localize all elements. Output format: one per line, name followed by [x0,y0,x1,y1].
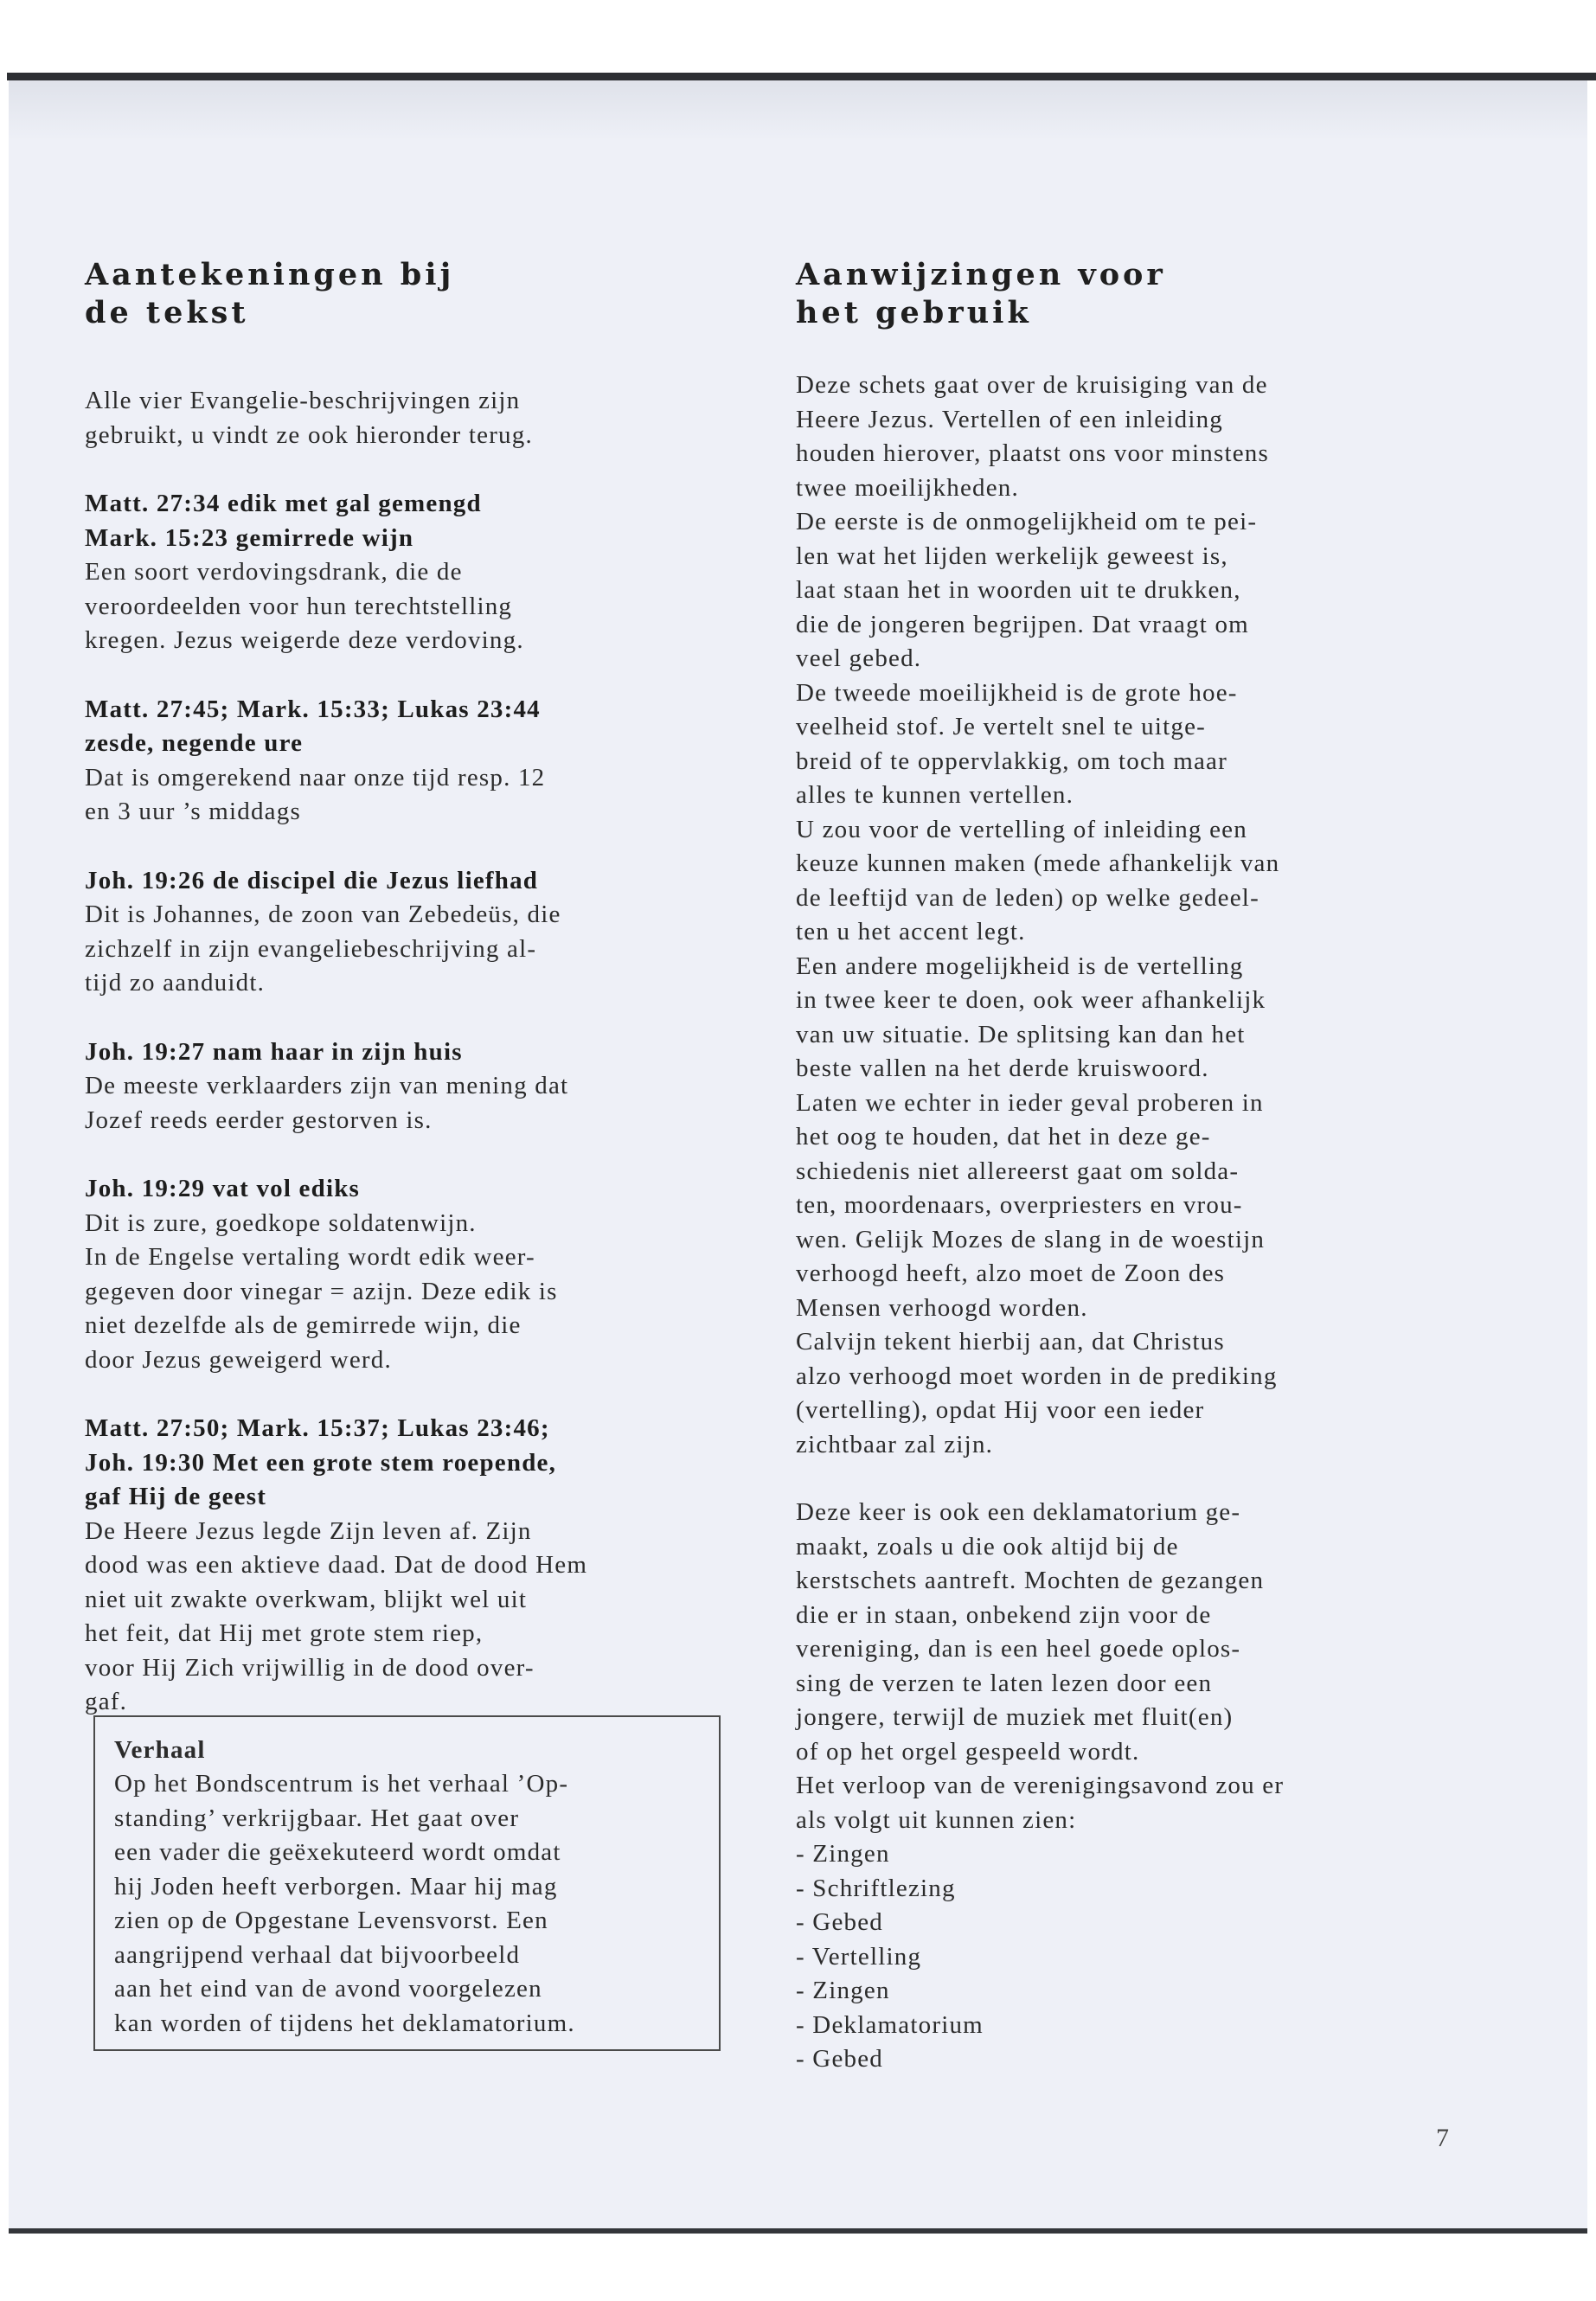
text-line: Het verloop van de verenigingsavond zou er [796,1772,1285,1799]
text-line: alzo verhoogd moet worden in de prediking [796,1362,1278,1390]
text-line: in twee keer te doen, ook weer afhankelijk [796,986,1266,1014]
text-line: breid of te oppervlakkig, om toch maar [796,747,1227,775]
text-line: De tweede moeilijkheid is de grote hoe- [796,678,1238,707]
verhaal-box [93,1715,721,2051]
note-body: Dit is Johannes, de zoon van Zebedeüs, die zichzelf in zijn evangeliebeschrijving al- tijd zo aanduidt. [85,901,561,997]
text-line: die er in staan, onbekend zijn voor de [796,1600,1212,1629]
document-page [9,80,1587,2234]
note-title: Joh. 19:27 nam haar in zijn huis [85,1037,463,1066]
text-line: - Schriftlezing [796,1874,956,1902]
note-joh-19-26 [85,864,742,1001]
right-column [796,256,1453,2077]
note-body: Dit is zure, goedkope soldatenwijn. In de Engelse vertaling wordt edik weer- gegeven door vinegar = azijn. Deze edik is niet dezelfde als de gemirrede wijn, die door Jezus geweigerd werd. [85,1208,558,1374]
text-line: wen. Gelijk Mozes de slang in de woestijn [796,1225,1266,1253]
text-line: keuze kunnen maken (mede afhankelijk van [796,849,1280,877]
text-line: veelheid stof. Je vertelt snel te uitge- [796,713,1206,740]
text-line: de leeftijd van de leden) op welke gedeel- [796,883,1259,912]
note-matt-27-45 [85,693,742,830]
note-body: De meeste verklaarders zijn van mening dat Jozef reeds eerder gestorven is. [85,1072,569,1134]
text-line: ten u het accent legt. [796,918,1026,945]
note-body: Dat is omgerekend naar onze tijd resp. 12 en 3 uur ’s middags [85,763,546,825]
text-line: - Zingen [796,1977,890,2004]
text-line: of op het orgel gespeeld wordt. [796,1737,1140,1766]
text-line: kerstschets aantreft. Mochten de gezangen [796,1567,1265,1594]
text-line: Deze keer is ook een deklamatorium ge- [796,1498,1241,1526]
text-line: - Gebed [796,2045,883,2073]
text-line: U zou voor de vertelling of inleiding een [796,815,1247,843]
right-heading: Aanwijzingen voor het gebruik [796,257,1166,330]
text-line: het oog te houden, dat het in deze ge- [796,1123,1211,1150]
note-title: Joh. 19:26 de discipel die Jezus liefhad [85,866,539,894]
text-line: Laten we echter in ieder geval proberen in [796,1088,1264,1117]
page-shadow [9,80,1587,141]
note-title: Matt. 27:50; Mark. 15:37; Lukas 23:46; Joh. 19:30 Met een grote stem roepende, gaf Hij de geest [85,1414,557,1510]
text-line: alles te kunnen vertellen. [796,781,1074,809]
note-title: Matt. 27:34 edik met gal gemengd Mark. 15:23 gemirrede wijn [85,490,482,552]
text-line: - Gebed [796,1908,883,1936]
text-line: schiedenis niet allereerst gaat om solda- [796,1157,1240,1185]
text-line: jongere, terwijl de muziek met fluit(en) [796,1703,1234,1731]
text-line: Calvijn tekent hierbij aan, dat Christus [796,1328,1225,1356]
note-body: Een soort verdovingsdrank, die de veroordeelden voor hun terechtstelling kregen. Jezus weigerde deze verdoving. [85,558,524,654]
verhaal-body: Op het Bondscentrum is het verhaal ’Op- standing’ verkrijgbaar. Het gaat over een vader die geëxekuteerd wordt omdat hij Joden heeft verborgen. Maar hij mag zien op de Opgestane Levensvorst. Een aangrijpend verhaal dat bijvoorbeeld aan het eind van de avond voorgelezen kan worden of tijdens het deklamatorium. [114,1770,575,2037]
left-heading: Aantekeningen bij de tekst [85,257,455,330]
intro-paragraph: Alle vier Evangelie-beschrijvingen zijn gebruikt, u vindt ze ook hieronder terug. [85,387,533,449]
text-line: - Deklamatorium [796,2010,984,2039]
text-line: beste vallen na het derde kruiswoord. [796,1054,1209,1082]
note-joh-19-27 [85,1035,742,1138]
text-line: Een andere mogelijkheid is de vertelling [796,952,1244,980]
text-line: als volgt uit kunnen zien: [796,1805,1077,1834]
note-body: De Heere Jezus legde Zijn leven af. Zijn dood was een aktieve daad. Dat de dood Hem niet uit zwakte overkwam, blijkt wel uit het feit, dat Hij met grote stem riep, voor Hij Zich vrijwillig in de dood over- gaf. [85,1516,588,1715]
note-matt-27-50 [85,1412,742,1720]
deklamatorium-paragraph [796,1496,1453,2077]
text-line: houden hierover, plaatst ons voor minstens [796,439,1269,467]
text-line: Mensen verhoogd worden. [796,1293,1088,1322]
note-title: Matt. 27:45; Mark. 15:33; Lukas 23:44 zesde, negende ure [85,695,541,757]
text-line: Heere Jezus. Vertellen of een inleiding [796,405,1223,433]
verhaal-title: Verhaal [114,1736,206,1764]
text-line: - Zingen [796,1840,890,1868]
text-line: van uw situatie. De splitsing kan dan het [796,1020,1246,1048]
left-column [85,256,742,1754]
text-line: - Vertelling [796,1942,922,1971]
text-line: maakt, zoals u die ook altijd bij de [796,1532,1179,1561]
text-line: zichtbaar zal zijn. [796,1430,994,1458]
note-matt-27-34 [85,487,742,658]
text-line: die de jongeren begrijpen. Dat vraagt om [796,610,1249,638]
text-line: laat staan het in woorden uit te drukken, [796,576,1241,604]
text-line: veel gebed. [796,644,922,672]
text-line: verhoogd heeft, alzo moet de Zoon des [796,1259,1226,1287]
scan-top-edge [7,73,1596,80]
text-line: (vertelling), opdat Hij voor een ieder [796,1396,1205,1424]
note-title: Joh. 19:29 vat vol ediks [85,1175,361,1202]
page-number: 7 [1436,2124,1450,2152]
text-line: De eerste is de onmogelijkheid om te pei- [796,508,1258,535]
text-line: ten, moordenaars, overpriesters en vrou- [796,1191,1243,1219]
text-line: vereniging, dan is een heel goede oplos- [796,1635,1241,1663]
text-line: Deze schets gaat over de kruisiging van de [796,371,1268,399]
text-line: sing de verzen te laten lezen door een [796,1669,1213,1697]
text-line: twee moeilijkheden. [796,473,1019,502]
note-joh-19-29 [85,1172,742,1377]
text-line: len wat het lijden werkelijk geweest is, [796,542,1228,570]
instructions-paragraph [796,369,1453,1462]
